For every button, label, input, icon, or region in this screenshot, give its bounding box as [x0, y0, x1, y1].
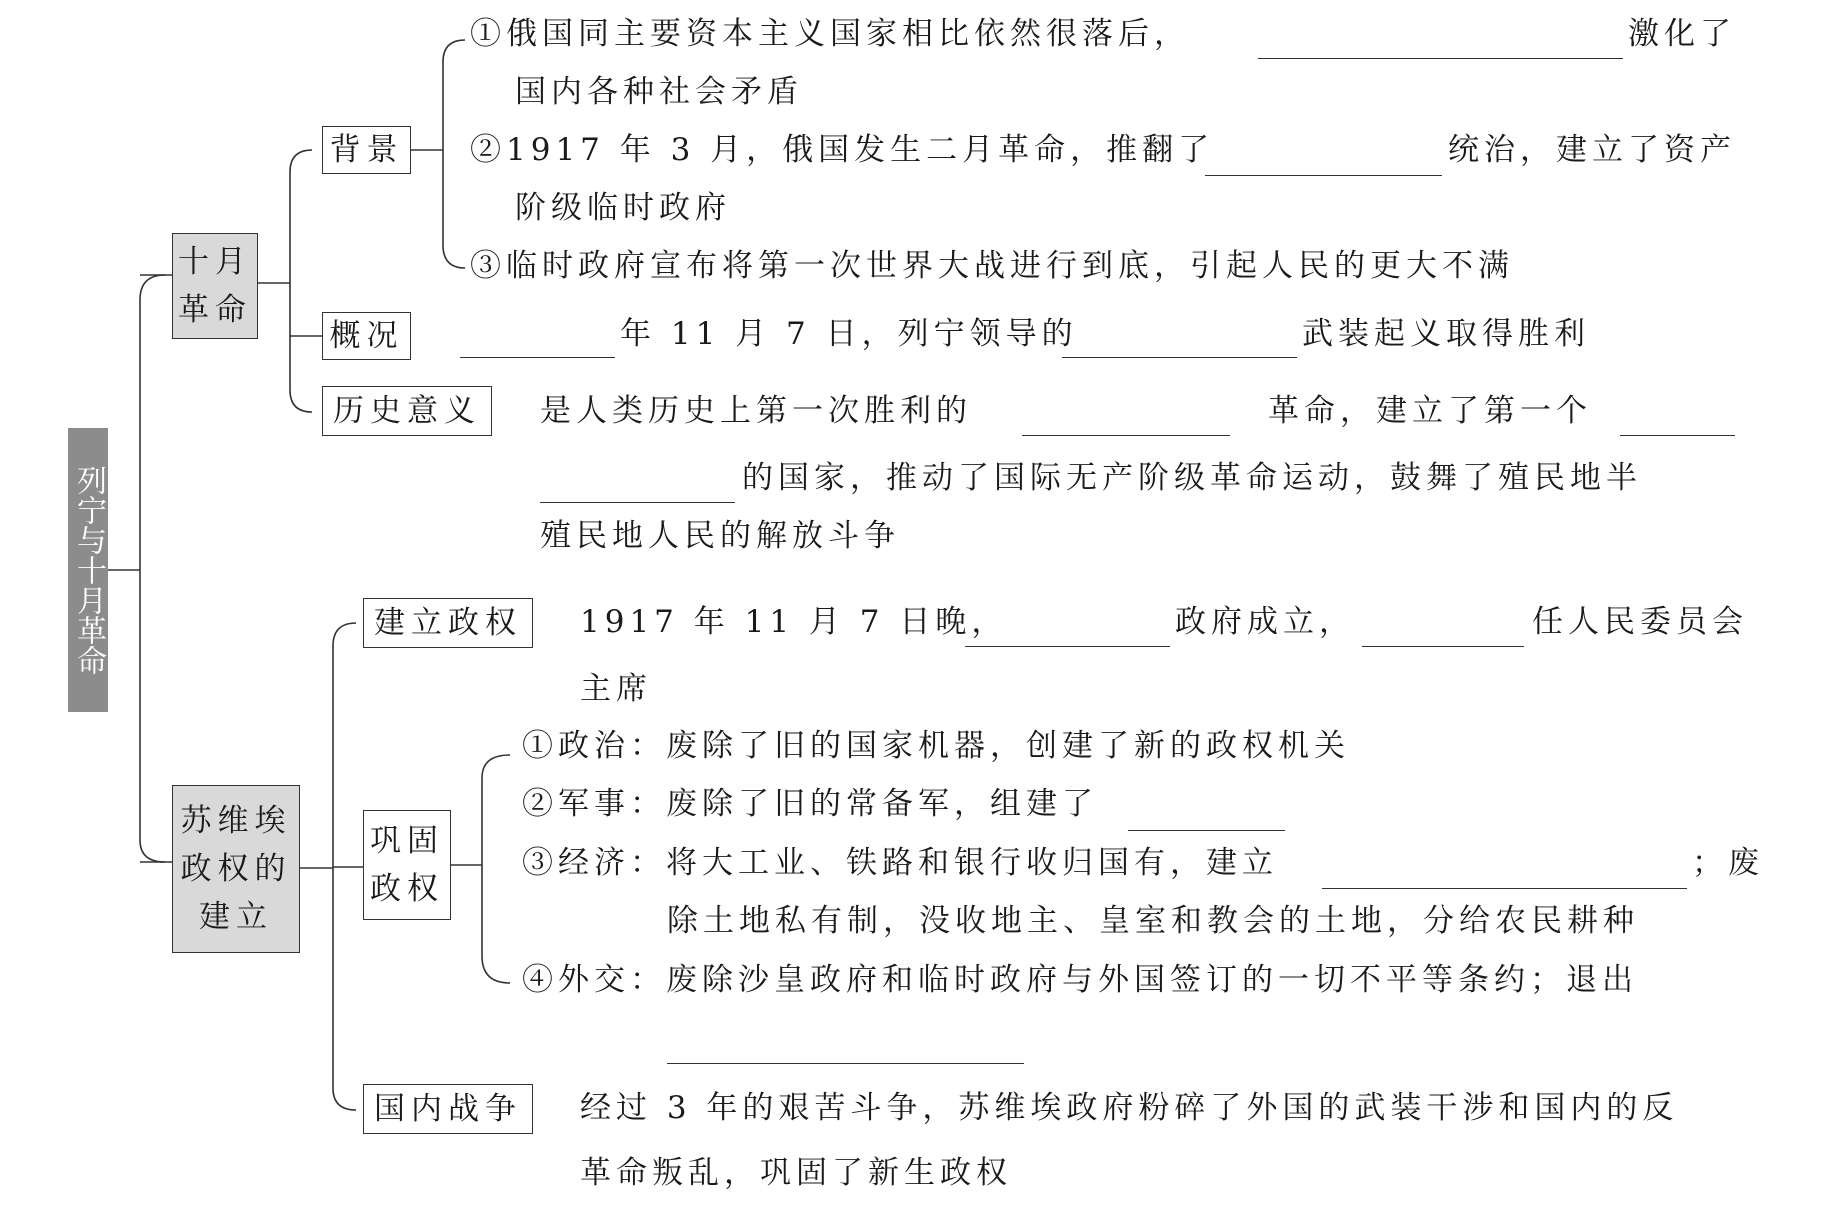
- significance-line-3: 殖民地人民的解放斗争: [540, 518, 900, 554]
- blank-9: [1128, 830, 1285, 831]
- blank-10: [1322, 888, 1687, 889]
- consolidate-bracket: [482, 755, 510, 983]
- overview-text-1: 年 11 月 7 日，列宁领导的: [620, 316, 1078, 352]
- establish-text-2: 政府成立，: [1175, 604, 1355, 640]
- background-item-2: ②1917 年 3 月，俄国发生二月革命，推翻了: [470, 132, 1215, 168]
- significance-line-2: 的国家，推动了国际无产阶级革命运动，鼓舞了殖民地半: [742, 460, 1642, 496]
- main-bracket: [140, 275, 165, 862]
- consolidate-military: ②军事：废除了旧的常备军，组建了: [522, 786, 1098, 822]
- civil-war-node: 国内战争: [363, 1084, 533, 1134]
- establish-text-3: 任人民委员会: [1532, 604, 1748, 640]
- blank-1: [1258, 58, 1623, 59]
- blank-5: [1022, 435, 1230, 436]
- background-node: 背景: [322, 126, 411, 174]
- blank-8: [1362, 646, 1524, 647]
- root-node: 列宁与十月革命: [68, 428, 108, 712]
- establish-power-node: 建立政权: [363, 598, 533, 648]
- consolidate-economy-1: ③经济：将大工业、铁路和银行收归国有，建立: [522, 845, 1278, 881]
- civil-war-line-2: 革命叛乱，巩固了新生政权: [580, 1155, 1012, 1191]
- overview-text-2: 武装起义取得胜利: [1302, 316, 1590, 352]
- background-item-2-line2: 阶级临时政府: [515, 190, 731, 226]
- soviet-power-node: 苏维埃 政权的 建立: [172, 785, 300, 953]
- blank-4: [1062, 357, 1297, 358]
- background-item-3: ③临时政府宣布将第一次世界大战进行到底，引起人民的更大不满: [470, 248, 1514, 284]
- background-item-2-after: 统治，建立了资产: [1448, 132, 1736, 168]
- establish-text-1: 1917 年 11 月 7 日晚，: [580, 604, 1008, 640]
- blank-11: [667, 1063, 1024, 1064]
- blank-6-cont: [540, 502, 735, 503]
- consolidate-economy-1-after: ；废: [1692, 845, 1764, 881]
- consolidate-economy-2: 除土地私有制，没收地主、皇室和教会的土地，分给农民耕种: [667, 903, 1639, 939]
- significance-node: 历史意义: [322, 386, 492, 436]
- october-bracket: [290, 150, 312, 412]
- background-item-1-line2: 国内各种社会矛盾: [515, 74, 803, 110]
- consolidate-politics: ①政治：废除了旧的国家机器，创建了新的政权机关: [522, 728, 1350, 764]
- background-item-1-after: 激化了: [1628, 16, 1736, 52]
- significance-line-1a: 是人类历史上第一次胜利的: [540, 393, 972, 429]
- blank-2: [1205, 175, 1442, 176]
- civil-war-line-1: 经过 3 年的艰苦斗争，苏维埃政府粉碎了外国的武装干涉和国内的反: [580, 1090, 1679, 1126]
- background-item-1: ①俄国同主要资本主义国家相比依然很落后，: [470, 16, 1190, 52]
- establish-line-2: 主席: [580, 671, 652, 707]
- significance-line-1b: 革命，建立了第一个: [1268, 393, 1592, 429]
- background-bracket: [443, 40, 465, 268]
- blank-6: [1620, 435, 1735, 436]
- blank-7: [965, 646, 1170, 647]
- consolidate-diplomacy: ④外交：废除沙皇政府和临时政府与外国签订的一切不平等条约；退出: [522, 962, 1638, 998]
- overview-node: 概况: [322, 312, 411, 360]
- blank-3: [460, 357, 615, 358]
- october-revolution-node: 十月 革命: [172, 233, 258, 339]
- consolidate-power-node: 巩固 政权: [363, 810, 451, 920]
